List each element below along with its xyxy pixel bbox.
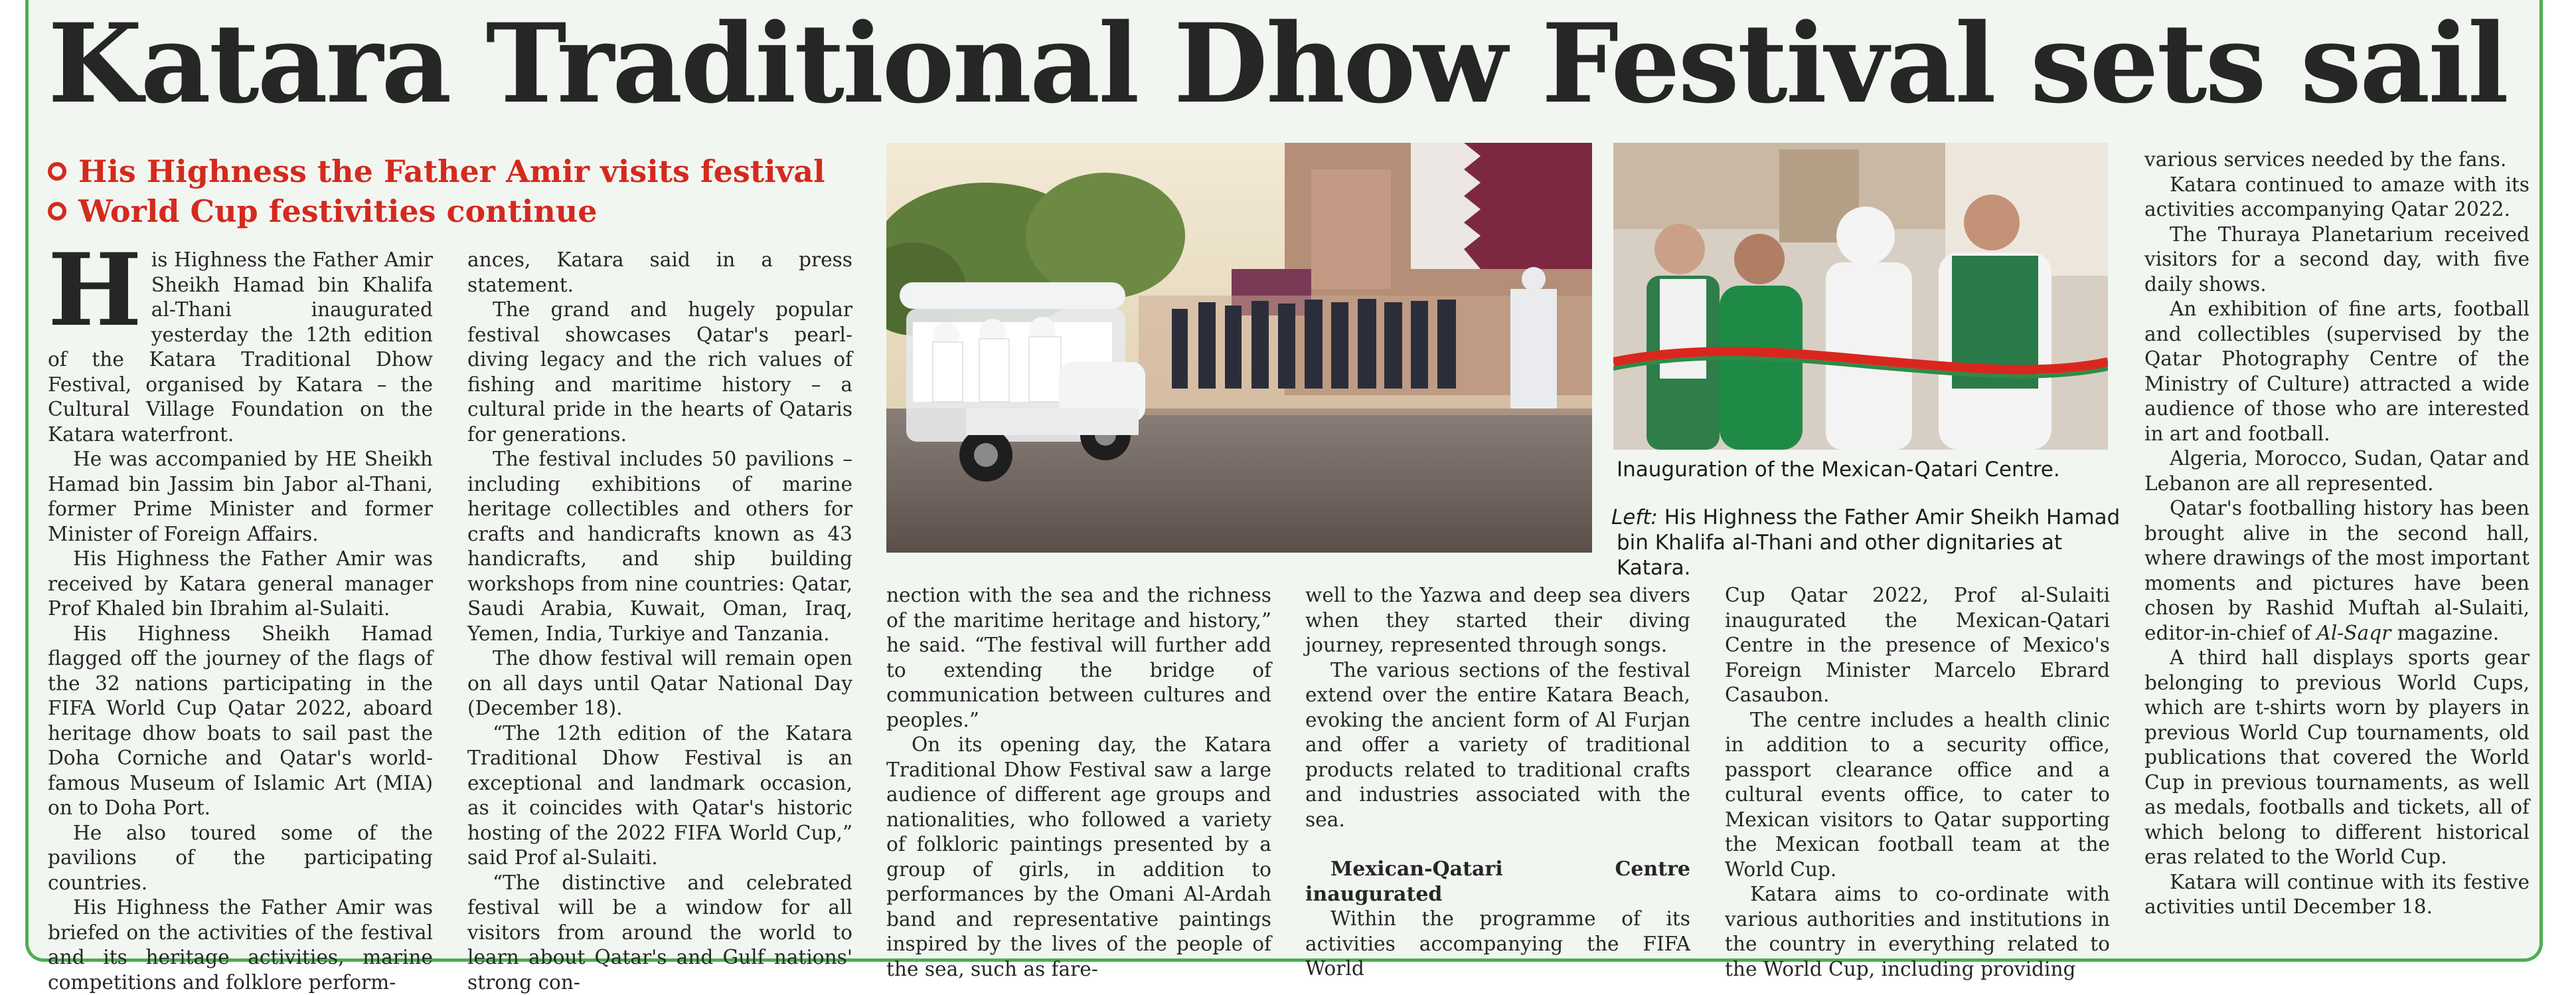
paragraph: The various sections of the festival extend over the entire Katara Beach, evoking the ancient form of Al Furjan and offer a variety of traditional products related to traditional crafts and industries associated with the sea.	[1305, 658, 1690, 833]
caption-mexican-qatari-centre: Inauguration of the Mexican-Qatari Centre.	[1617, 457, 2148, 482]
paragraph: An exhibition of fine arts, football and collectibles (supervised by the Qatar Photography Centre of the Ministry of Culture) attracted a wide audience of those who are interested in art and football.	[2144, 297, 2530, 446]
paragraph: On its opening day, the Katara Traditional Dhow Festival saw a large audience of different age groups and nationalities, who followed a variety of folkloric paintings presented by a group of girls, in addition to performances by the Omani Al-Ardah band and representative paintings inspired by the lives of the people of the sea, such as fare-	[886, 733, 1271, 982]
caption-left-prefix: Left:	[1611, 505, 1658, 529]
bullet-ring-icon	[48, 202, 66, 221]
paragraph: His Highness the Father Amir was briefed on the activities of the festival and its heritage activities, marine competitions and folklore perform-	[48, 895, 433, 995]
paragraph: The Thuraya Planetarium received visitors for a second day, with five daily shows.	[2144, 223, 2530, 298]
paragraph: His Highness the Father Amir Sheikh Hamad bin Khalifa al-Thani inaugurated yesterday the 12th edition of the Katara Traditional Dhow Festival, organised by Katara – the Cultural Village Foundation on the Katara waterfront.	[48, 248, 433, 447]
paragraph: The festival includes 50 pavilions – including exhibitions of marine heritage collectibles and others for crafts and handicrafts known as 43 handicrafts, and ship building workshops from nine countries: Qatar, Saudi Arabia, Kuwait, Oman, Iraq, Yemen, India, Turkiye and Tanzania.	[467, 447, 852, 646]
caption-left-line2: bin Khalifa al-Thani and other dignitaries at Katara.	[1611, 530, 2129, 581]
photo-mexican-qatari-centre	[1613, 143, 2108, 450]
paragraph: Algeria, Morocco, Sudan, Qatar and Lebanon are all represented.	[2144, 446, 2530, 496]
paragraph: His Highness Sheikh Hamad flagged off the journey of the flags of the 32 nations participating in the FIFA World Cup Qatar 2022, aboard heritage dhow boats to sail past the Doha Corniche and Qatar's world-famous Museum of Islamic Art (MIA) on to Doha Port.	[48, 622, 433, 821]
bullet-item	[48, 151, 864, 191]
paragraph: Qatar's footballing history has been brought alive in the second hall, where drawings of the most important moments and pictures have been chosen by Rashid Muftah al-Sulaiti, editor-in-chief of Al-Saqr magazine.	[2144, 496, 2530, 646]
article-column-4	[1305, 583, 1690, 982]
paragraph: various services needed by the fans.	[2144, 147, 2530, 173]
photo-father-amir-katara	[886, 143, 1592, 553]
paragraph: The grand and hugely popular festival showcases Qatar's pearl-diving legacy and the rich values of fishing and maritime history – a cultural pride in the hearts of Qataris for generations.	[467, 298, 852, 447]
paragraph: well to the Yazwa and deep sea divers when they started their diving journey, represented through songs.	[1305, 583, 1690, 658]
article-column-3	[886, 583, 1271, 982]
bullet-text: His Highness the Father Amir visits festival	[78, 151, 825, 191]
highlight-bullets	[48, 151, 864, 231]
article-column-1	[48, 248, 433, 995]
article-column-2	[467, 248, 852, 995]
caption-left-line1: His Highness the Father Amir Sheikh Hamad	[1658, 505, 2120, 529]
paragraph: Katara continued to amaze with its activities accompanying Qatar 2022.	[2144, 173, 2530, 223]
bullet-item	[48, 191, 864, 231]
article-column-6	[2144, 147, 2530, 920]
paragraph: Katara will continue with its festive activities until December 18.	[2144, 870, 2530, 920]
bullet-text: World Cup festivities continue	[78, 191, 598, 231]
paragraph: His Highness the Father Amir was received by Katara general manager Prof Khaled bin Ibrahim al-Sulaiti.	[48, 547, 433, 622]
paragraph: “The distinctive and celebrated festival will be a window for all visitors from around the world to learn about Qatar's and Gulf nations' strong con-	[467, 871, 852, 995]
bullet-ring-icon	[48, 162, 66, 181]
paragraph: He also toured some of the pavilions of the participating countries.	[48, 821, 433, 896]
paragraph: The dhow festival will remain open on all days until Qatar National Day (December 18).	[467, 646, 852, 721]
paragraph: nection with the sea and the richness of the maritime heritage and history,” he said. “The festival will further add to extending the bridge of communication between cultures and peoples.”	[886, 583, 1271, 733]
headline: Katara Traditional Dhow Festival sets sail	[48, 4, 2507, 124]
paragraph: He was accompanied by HE Sheikh Hamad bin Jassim bin Jabor al-Thani, former Prime Minister and former Minister of Foreign Affairs.	[48, 447, 433, 547]
paragraph: A third hall displays sports gear belonging to previous World Cups, which are t-shirts worn by players in previous World Cup tournaments, old publications that covered the World Cup in previous tournaments, as well as medals, footballs and tickets, all of which belong to different historical eras related to the World Cup.	[2144, 646, 2530, 870]
paragraph: Within the programme of its activities accompanying the FIFA World	[1305, 907, 1690, 982]
paragraph: Cup Qatar 2022, Prof al-Sulaiti inaugurated the Mexican-Qatari Centre in the presence of Mexico's Foreign Minister Marcelo Ebrard Casaubon.	[1725, 583, 2110, 708]
subheading: Mexican-Qatari Centre inaugurated	[1305, 857, 1690, 907]
article-column-5	[1725, 583, 2110, 982]
paragraph: ances, Katara said in a press statement.	[467, 248, 852, 298]
paragraph: The centre includes a health clinic in addition to a security office, passport clearance office and a cultural events office, to cater to Mexican visitors to Qatar supporting the Mexican football team at the World Cup.	[1725, 708, 2110, 883]
caption-father-amir	[1611, 505, 2129, 581]
paragraph: Katara aims to co-ordinate with various authorities and institutions in the country in everything related to the World Cup, including providing	[1725, 882, 2110, 982]
magazine-name: Al-Saqr	[2316, 622, 2391, 644]
paragraph: “The 12th edition of the Katara Traditional Dhow Festival is an exceptional and landmark occasion, as it coincides with Qatar's historic hosting of the 2022 FIFA World Cup,” said Prof al-Sulaiti.	[467, 721, 852, 871]
drop-cap: H	[48, 250, 142, 330]
